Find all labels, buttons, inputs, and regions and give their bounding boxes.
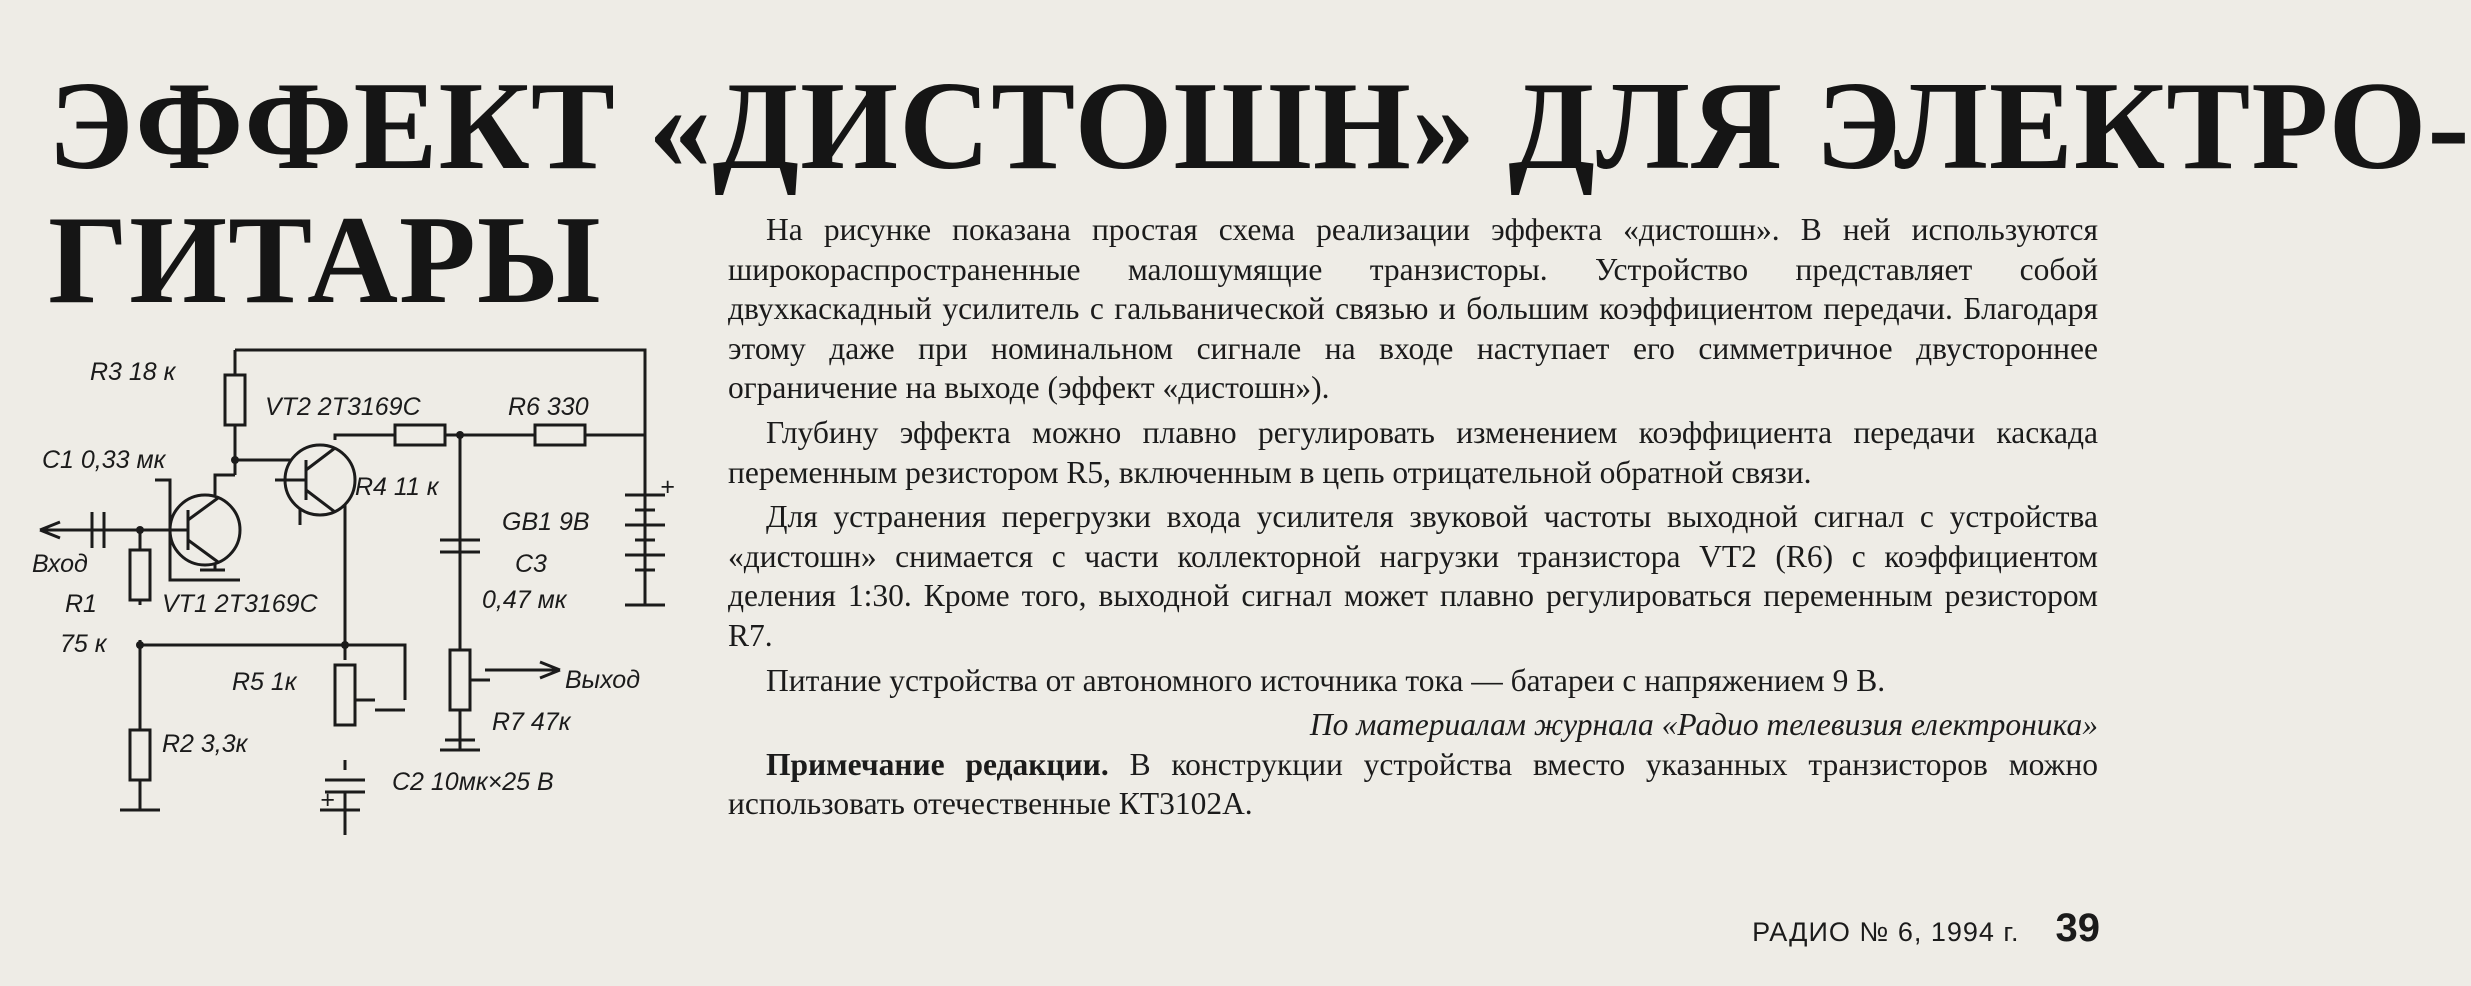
label-r7: R7 47к bbox=[492, 708, 571, 736]
paragraph-3: Для устранения перегрузки входа усилителя звуковой частоты выходной сигнал с устройства «дистошн» снимается с части коллекторной нагрузки транзистора VT2 (R6) с коэффициентом деления 1:30. Кроме того, выходной сигнал может плавно регулироваться переменным резистором R7. bbox=[728, 499, 2098, 653]
label-plus-c2: + bbox=[320, 786, 335, 814]
journal-issue: РАДИО № 6, 1994 г. bbox=[1752, 917, 2020, 947]
label-r1-value: 75 к bbox=[60, 630, 107, 658]
source-credit: По материалам журнала «Радио телевизия електроника» bbox=[1309, 707, 2098, 743]
resistor-r1 bbox=[130, 550, 150, 600]
schematic-wires bbox=[65, 350, 665, 835]
resistor-r6 bbox=[535, 425, 585, 445]
label-c2: С2 10мк×25 В bbox=[392, 768, 554, 796]
label-vt2: VT2 2Т3169С bbox=[265, 393, 421, 421]
label-c3: С3 bbox=[515, 550, 547, 578]
capacitor-c1 bbox=[40, 512, 120, 548]
label-output: Выход bbox=[565, 666, 641, 694]
potentiometer-r5 bbox=[335, 665, 355, 725]
editorial-note-label: Примечание редакции. bbox=[766, 746, 1109, 782]
label-r3: R3 18 к bbox=[90, 358, 176, 386]
schematic-components bbox=[40, 375, 665, 810]
label-c3-value: 0,47 мк bbox=[482, 586, 567, 614]
page-number: 39 bbox=[2055, 906, 2100, 950]
paragraph-1: На рисунке показана простая схема реализации эффекта «дистошн». В ней используются широкораспространенные малошумящие транзисторы. Устройство представляет собой двухкаскадный усилитель с гальванической связью и большим коэффициентом передачи. Благодаря этому даже при номинальном сигнале на входе наступает его симметричное двустороннее ограничение на выходе (эффект «дистошн»). bbox=[728, 212, 2098, 406]
label-r6: R6 330 bbox=[508, 393, 589, 421]
label-gb1: GB1 9В bbox=[502, 508, 590, 536]
editorial-note bbox=[728, 745, 2098, 824]
editorial-note-text: В конструкции устройства вместо указанных транзисторов можно использовать отечественные КТ3102А. bbox=[728, 746, 2098, 822]
label-r1: R1 bbox=[65, 590, 97, 618]
paragraph-4: Питание устройства от автономного источника тока — батареи с напряжением 9 В. bbox=[766, 662, 1886, 698]
label-vt1: VT1 2Т3169С bbox=[162, 590, 318, 618]
resistor-r2 bbox=[130, 730, 150, 780]
label-r2: R2 3,3к bbox=[162, 730, 248, 758]
paragraph-2: Глубину эффекта можно плавно регулировать изменением коэффициента передачи каскада переменным резистором R5, включенным в цепь отрицательной обратной связи. bbox=[728, 414, 2098, 490]
label-plus-battery: + bbox=[660, 473, 675, 501]
circuit-schematic bbox=[20, 340, 680, 830]
label-c1: С1 0,33 мк bbox=[42, 446, 166, 474]
potentiometer-r7 bbox=[450, 650, 470, 710]
label-r5: R5 1к bbox=[232, 668, 297, 696]
resistor-r4 bbox=[395, 425, 445, 445]
label-input: Вход bbox=[32, 550, 88, 578]
label-r4: R4 11 к bbox=[355, 473, 439, 501]
article-body bbox=[728, 210, 2098, 829]
article-title-line-2: ГИТАРЫ bbox=[48, 191, 602, 330]
resistor-r3 bbox=[225, 375, 245, 425]
article-title-line-1: ЭФФЕКТ «ДИСТОШН» ДЛЯ ЭЛЕКТРО- bbox=[48, 57, 2471, 196]
page-footer bbox=[1720, 906, 2100, 951]
